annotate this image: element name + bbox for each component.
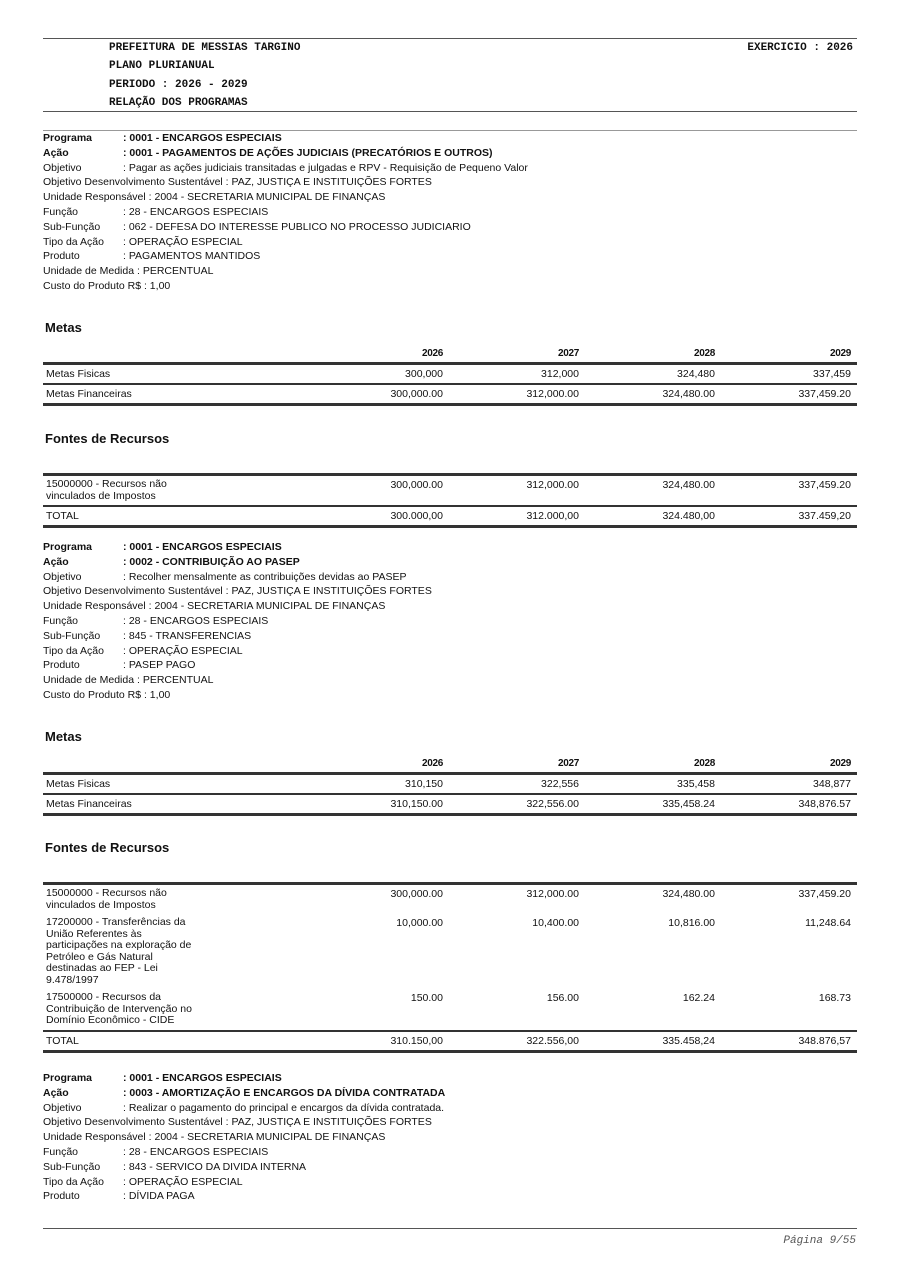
year-header: 2028 <box>693 348 715 359</box>
row-label: Metas Financeiras <box>46 798 132 810</box>
unidade-value: Unidade Responsável : 2004 - SECRETARIA MUNICIPAL DE FINANÇAS <box>43 191 386 204</box>
subfuncao-label: Sub-Função <box>43 1160 101 1173</box>
subfuncao-value: : 062 - DEFESA DO INTERESSE PUBLICO NO PROCESSO JUDICIARIO <box>123 220 471 233</box>
funcao-label: Função <box>43 1145 79 1158</box>
tipo-acao-value: : OPERAÇÃO ESPECIAL <box>123 644 243 657</box>
page-number: Página 9/55 <box>783 1235 856 1247</box>
cell-value: 337,459.20 <box>798 388 851 400</box>
programa-value: : 0001 - ENCARGOS ESPECIAIS <box>123 132 282 144</box>
table-row <box>43 794 857 815</box>
metas-table-0001 <box>43 348 857 406</box>
acao-label: Ação <box>43 146 69 159</box>
objetivo-label: Objetivo <box>43 161 82 174</box>
cell-value: 322.556,00 <box>526 1034 579 1047</box>
metas-table-0002 <box>43 758 857 816</box>
header-bottom-rule <box>43 111 857 112</box>
tipo-acao-label: Tipo da Ação <box>43 1175 104 1188</box>
objetivo-value: : Realizar o pagamento do principal e encargos da dívida contratada. <box>123 1101 445 1114</box>
header-period: PERIODO : 2026 - 2029 <box>109 78 248 91</box>
table-row <box>43 475 857 507</box>
ods-value: Objetivo Desenvolvimento Sustentável : PAZ, JUSTIÇA E INSTITUIÇÕES FORTES <box>43 1116 432 1129</box>
row-label: Metas Financeiras <box>46 388 132 400</box>
custo-produto-value: Custo do Produto R$ : 1,00 <box>43 688 171 701</box>
year-header: 2029 <box>829 758 851 769</box>
cell-value: 337,459.20 <box>798 479 851 491</box>
table-row <box>43 914 857 989</box>
custo-produto-value: Custo do Produto R$ : 1,00 <box>43 279 171 292</box>
produto-label: Produto <box>43 250 80 263</box>
action-info-0002 <box>43 540 857 703</box>
cell-value: 11,248.64 <box>805 917 851 929</box>
cell-value: 337.459,20 <box>798 510 851 522</box>
cell-value: 312,000.00 <box>526 479 579 491</box>
action-info-0001 <box>43 131 857 294</box>
action-info-0003 <box>43 1071 857 1204</box>
year-header: 2027 <box>557 348 579 359</box>
produto-value: : PAGAMENTOS MANTIDOS <box>123 250 261 263</box>
fontes-table-0002 <box>43 882 857 1053</box>
funcao-label: Função <box>43 205 79 218</box>
objetivo-label: Objetivo <box>43 570 82 583</box>
metas-header-row <box>43 348 857 364</box>
cell-value: 300,000.00 <box>390 888 443 900</box>
cell-value: 310,150 <box>405 778 443 790</box>
cell-value: 322,556 <box>541 778 579 790</box>
cell-value: 335.458,24 <box>662 1034 715 1047</box>
year-header: 2026 <box>421 348 443 359</box>
tipo-acao-label: Tipo da Ação <box>43 644 104 657</box>
header-plan: PLANO PLURIANUAL <box>109 60 215 73</box>
cell-value: 300.000,00 <box>390 510 443 522</box>
metas-heading: Metas <box>45 320 82 335</box>
cell-value: 150.00 <box>410 992 443 1004</box>
produto-value: : DÍVIDA PAGA <box>123 1190 195 1203</box>
cell-value: 168.73 <box>818 992 851 1004</box>
produto-label: Produto <box>43 659 80 672</box>
total-row <box>43 506 857 527</box>
cell-value: 324,480.00 <box>662 888 715 900</box>
cell-value: 312,000.00 <box>526 388 579 400</box>
unidade-value: Unidade Responsável : 2004 - SECRETARIA MUNICIPAL DE FINANÇAS <box>43 1131 386 1144</box>
produto-value: : PASEP PAGO <box>123 659 196 672</box>
fonte-name: 17500000 - Recursos da Contribuição de Intervenção no Domínio Econômico - CIDE <box>46 991 192 1026</box>
objetivo-value: : Recolher mensalmente as contribuições devidas ao PASEP <box>123 570 407 583</box>
cell-value: 337,459 <box>813 368 851 380</box>
cell-value: 10,000.00 <box>396 917 443 929</box>
row-label: Metas Fisicas <box>46 778 111 790</box>
unidade-value: Unidade Responsável : 2004 - SECRETARIA MUNICIPAL DE FINANÇAS <box>43 600 386 613</box>
cell-value: 156.00 <box>546 992 579 1004</box>
header-report-title: RELAÇÃO DOS PROGRAMAS <box>109 96 248 109</box>
objetivo-value: : Pagar as ações judiciais transitadas e julgadas e RPV - Requisição de Pequeno Valor <box>123 161 528 174</box>
fontes-heading: Fontes de Recursos <box>45 431 170 446</box>
cell-value: 348.876,57 <box>798 1034 851 1047</box>
cell-value: 312,000 <box>541 368 579 380</box>
cell-value: 324,480 <box>677 368 715 380</box>
row-label: Metas Fisicas <box>46 368 111 380</box>
cell-value: 335,458 <box>677 778 715 790</box>
cell-value: 348,876.57 <box>798 798 851 810</box>
cell-value: 310,150.00 <box>390 798 443 810</box>
cell-value: 337,459.20 <box>798 888 851 900</box>
programa-label: Programa <box>43 132 93 144</box>
cell-value: 324,480.00 <box>662 388 715 400</box>
report-header <box>109 39 300 112</box>
cell-value: 348,877 <box>813 778 851 790</box>
table-row <box>43 884 857 915</box>
cell-value: 10,400.00 <box>532 917 579 929</box>
header-municipality: PREFEITURA DE MESSIAS TARGINO <box>109 42 301 54</box>
ods-value: Objetivo Desenvolvimento Sustentável : PAZ, JUSTIÇA E INSTITUIÇÕES FORTES <box>43 585 432 598</box>
year-header: 2026 <box>421 758 443 769</box>
unidade-medida-value: Unidade de Medida : PERCENTUAL <box>43 265 214 278</box>
header-exercicio: EXERCICIO : 2026 <box>747 42 853 54</box>
fontes-heading: Fontes de Recursos <box>45 840 170 855</box>
cell-value: 312,000.00 <box>526 888 579 900</box>
programa-value: : 0001 - ENCARGOS ESPECIAIS <box>123 541 282 553</box>
funcao-value: : 28 - ENCARGOS ESPECIAIS <box>123 205 269 218</box>
funcao-label: Função <box>43 614 79 627</box>
funcao-value: : 28 - ENCARGOS ESPECIAIS <box>123 614 269 627</box>
fonte-name: 15000000 - Recursos não vinculados de Impostos <box>46 887 167 911</box>
tipo-acao-value: : OPERAÇÃO ESPECIAL <box>123 235 243 248</box>
metas-header-row <box>43 758 857 774</box>
ods-value: Objetivo Desenvolvimento Sustentável : PAZ, JUSTIÇA E INSTITUIÇÕES FORTES <box>43 176 432 189</box>
cell-value: 310.150,00 <box>390 1034 443 1047</box>
cell-value: 322,556.00 <box>526 798 579 810</box>
tipo-acao-label: Tipo da Ação <box>43 235 104 248</box>
cell-value: 312.000,00 <box>526 510 579 522</box>
cell-value: 324,480.00 <box>662 479 715 491</box>
acao-value: : 0002 - CONTRIBUIÇÃO AO PASEP <box>123 555 300 568</box>
programa-label: Programa <box>43 1072 93 1084</box>
programa-value: : 0001 - ENCARGOS ESPECIAIS <box>123 1072 282 1084</box>
tipo-acao-value: : OPERAÇÃO ESPECIAL <box>123 1175 243 1188</box>
table-row <box>43 384 857 405</box>
table-row <box>43 989 857 1031</box>
subfuncao-value: : 845 - TRANSFERENCIAS <box>123 629 252 642</box>
acao-value: : 0001 - PAGAMENTOS DE AÇÕES JUDICIAIS (PRECATÓRIOS E OUTROS) <box>123 146 493 159</box>
subfuncao-label: Sub-Função <box>43 220 101 233</box>
total-row <box>43 1031 857 1052</box>
total-label: TOTAL <box>46 1034 79 1047</box>
programa-label: Programa <box>43 541 93 553</box>
fonte-name: 17200000 - Transferências da União Referentes às participações na exploração de Petróleo e Gás Natural destinadas ao FEP - Lei 9.478/1997 <box>46 916 192 986</box>
fontes-table-0001 <box>43 473 857 528</box>
cell-value: 300,000 <box>405 368 443 380</box>
metas-heading: Metas <box>45 729 82 744</box>
produto-label: Produto <box>43 1190 80 1203</box>
subfuncao-value: : 843 - SERVICO DA DIVIDA INTERNA <box>123 1160 307 1173</box>
cell-value: 335,458.24 <box>662 798 715 810</box>
table-row <box>43 774 857 795</box>
acao-label: Ação <box>43 555 69 568</box>
cell-value: 324.480,00 <box>662 510 715 522</box>
footer-rule <box>43 1228 857 1229</box>
acao-label: Ação <box>43 1086 69 1099</box>
cell-value: 300,000.00 <box>390 479 443 491</box>
cell-value: 162.24 <box>682 992 715 1004</box>
acao-value: : 0003 - AMORTIZAÇÃO E ENCARGOS DA DÍVIDA CONTRATADA <box>123 1086 446 1099</box>
fonte-name: 15000000 - Recursos não vinculados de Impostos <box>46 478 167 502</box>
year-header: 2028 <box>693 758 715 769</box>
objetivo-label: Objetivo <box>43 1101 82 1114</box>
cell-value: 10,816.00 <box>668 917 715 929</box>
table-row <box>43 364 857 385</box>
year-header: 2029 <box>829 348 851 359</box>
year-header: 2027 <box>557 758 579 769</box>
funcao-value: : 28 - ENCARGOS ESPECIAIS <box>123 1145 269 1158</box>
subfuncao-label: Sub-Função <box>43 629 101 642</box>
total-label: TOTAL <box>46 510 79 522</box>
cell-value: 300,000.00 <box>390 388 443 400</box>
unidade-medida-value: Unidade de Medida : PERCENTUAL <box>43 674 214 687</box>
